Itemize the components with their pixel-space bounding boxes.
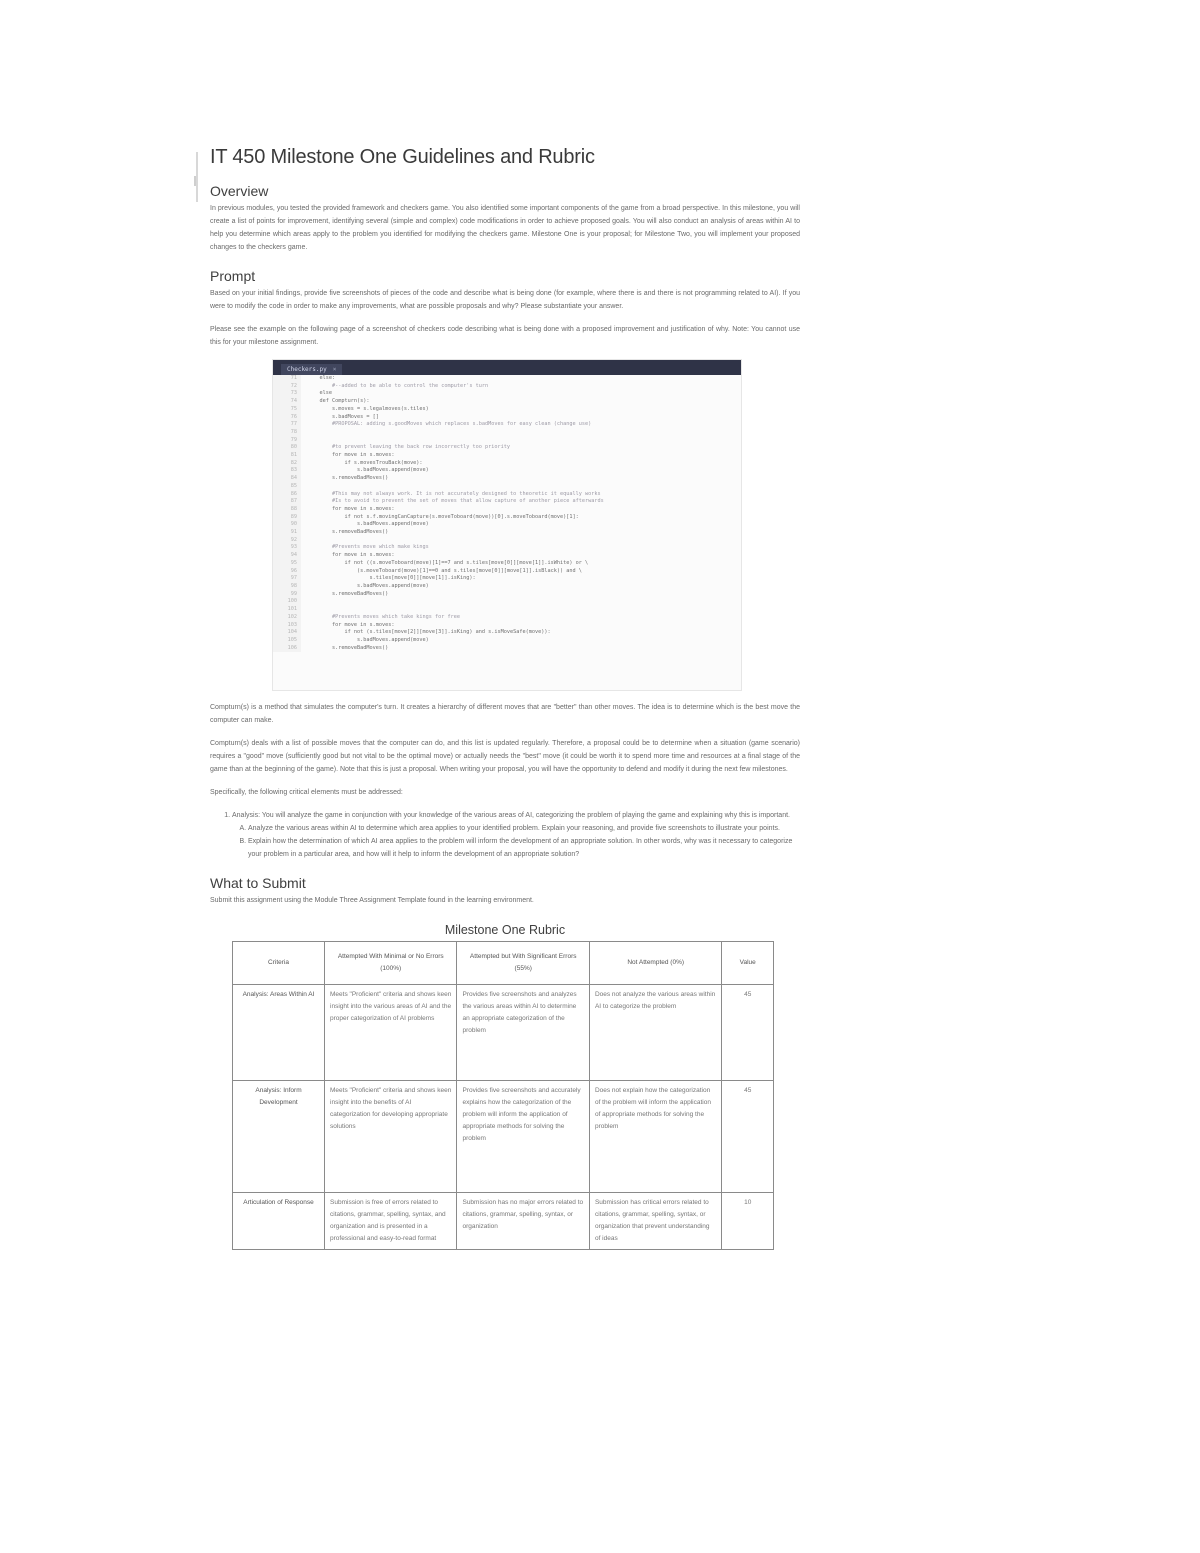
code-line: s.badMoves.append(move) xyxy=(307,521,429,528)
critical-element-analysis: Analysis: You will analyze the game in conjunction with your knowledge of the various areas of AI, categorizing the problem of playing the game and explaining why this is important. xyxy=(232,812,790,819)
close-icon: × xyxy=(332,366,337,373)
line-number: 86 xyxy=(290,490,297,497)
code-line xyxy=(307,429,741,437)
line-number: 87 xyxy=(290,498,297,505)
code-line: #Prevents move which make kings xyxy=(307,544,429,551)
line-number: 97 xyxy=(290,575,297,582)
line-number: 96 xyxy=(290,567,297,574)
prompt-example-note: Please see the example on the following page of a screenshot of checkers code describing what is being done with a proposed improvement and justification of why. Note: You cannot use this for your milestone assignment. xyxy=(210,326,800,346)
code-line: for move in s.moves: xyxy=(307,452,395,459)
rubric-no-credit: Does not explain how the categorization of the problem will inform the application of appropriate methods for solving the problem xyxy=(589,1081,721,1193)
code-line: if not (s.tiles[move[2]][move[3]].isKing) and s.isMoveSafe(move)): xyxy=(307,629,551,636)
line-number-gutter xyxy=(273,375,301,652)
code-line xyxy=(307,606,741,614)
critical-element-sub-b: B. Explain how the determination of which AI area applies to the problem will inform the development of an appropriate solution. In other words, why was it necessary to categorize your problem in a particular area, and how will it help to inform the development of an appropriate solution? xyxy=(248,835,800,861)
page-title: IT 450 Milestone One Guidelines and Rubric xyxy=(210,146,595,168)
code-line xyxy=(307,437,741,445)
rubric-header-value: Value xyxy=(722,942,774,985)
code-line: #This may not always work. It is not accurately designed to theoretic it equally works xyxy=(307,490,601,497)
rubric-full-credit: Meets "Proficient" criteria and shows keen insight into the various areas of AI and the proper categorization of AI problems xyxy=(325,985,457,1081)
explanation-text-1: Compturn(s) is a method that simulates the computer's turn. It creates a hierarchy of different moves that are "better" than other moves. The idea is to determine which is the best move the computer can make. xyxy=(210,704,800,724)
line-number: 103 xyxy=(287,621,297,628)
critical-elements-list xyxy=(210,809,800,861)
line-number: 90 xyxy=(290,521,297,528)
rubric-table xyxy=(232,941,774,1250)
rubric-no-credit: Does not analyze the various areas within AI to categorize the problem xyxy=(589,985,721,1081)
line-number: 71 xyxy=(290,375,297,381)
explanation-text-2: Compturn(s) deals with a list of possible moves that the computer can do, and this list is updated regularly. Therefore, a proposal could be to determine when a situation (game scenario) requires a "good" move (sufficiently good but not vital to be the optimal move) or actually needs the "best" move (it could be worth it to spend more time and resources at a final stage of the game than at the beginning of the game). Note that this is just a proposal. When writing your proposal, you will have the opportunity to defend and modify it during the next few milestones. xyxy=(210,740,800,773)
line-number: 104 xyxy=(287,629,297,636)
rubric-row xyxy=(233,1193,774,1250)
critical-elements-intro: Specifically, the following critical elements must be addressed: xyxy=(210,789,403,796)
line-number: 93 xyxy=(290,544,297,551)
code-line: if not s.f.movingCanCapture(s.moveToboard(move))[0].s.moveToboard(move)[1]: xyxy=(307,513,579,520)
line-number: 106 xyxy=(287,644,297,651)
line-number: 94 xyxy=(290,552,297,559)
line-number: 98 xyxy=(290,582,297,589)
rubric-container xyxy=(210,941,800,1266)
line-number: 81 xyxy=(290,452,297,459)
code-tab-bar xyxy=(273,360,741,375)
code-line: if s.movesTrouBack(move): xyxy=(307,459,423,466)
code-line xyxy=(307,483,741,491)
code-line: #Prevents moves which take kings for free xyxy=(307,613,461,620)
rubric-header-partial: Attempted but With Significant Errors (55%) xyxy=(457,942,589,985)
code-body xyxy=(273,375,741,652)
line-number: 82 xyxy=(290,459,297,466)
code-line: else xyxy=(307,390,332,397)
rubric-row xyxy=(233,1081,774,1193)
margin-tick xyxy=(194,176,202,186)
code-line: s.tiles[move[0]][move[1]].isKing): xyxy=(307,575,476,582)
code-line: s.moves = s.legalmoves(s.tiles) xyxy=(307,405,429,412)
line-number: 91 xyxy=(290,529,297,536)
rubric-value: 10 xyxy=(722,1193,774,1250)
critical-element-sub-a: A. Analyze the various areas within AI to determine which area applies to your identified problem. Explain your reasoning, and provide five screenshots to illustrate your points. xyxy=(248,822,800,835)
rubric-header-row xyxy=(233,942,774,985)
code-line: s.badMoves.append(move) xyxy=(307,467,429,474)
code-line: def Compturn(s): xyxy=(307,398,370,405)
code-line: s.badMoves = [] xyxy=(307,413,379,420)
line-number: 85 xyxy=(290,482,297,489)
line-number: 95 xyxy=(290,559,297,566)
submit-text: Submit this assignment using the Module Three Assignment Template found in the learning environment. xyxy=(210,897,534,904)
rubric-header-criteria: Criteria xyxy=(233,942,325,985)
code-line: for move in s.moves: xyxy=(307,505,395,512)
code-line: s.removeBadMoves() xyxy=(307,529,389,536)
line-number: 79 xyxy=(290,436,297,443)
code-line: s.removeBadMoves() xyxy=(307,644,389,651)
code-line: #Is to avoid to prevent the set of moves that allow capture of another piece afterwards xyxy=(307,498,604,505)
rubric-full-credit: Meets "Proficient" criteria and shows keen insight into the benefits of AI categorization for developing appropriate solutions xyxy=(325,1081,457,1193)
line-number: 78 xyxy=(290,428,297,435)
rubric-full-credit: Submission is free of errors related to citations, grammar, spelling, syntax, and organization and is presented in a professional and easy-to-read format xyxy=(325,1193,457,1250)
code-lines xyxy=(301,375,741,652)
line-number: 92 xyxy=(290,536,297,543)
rubric-header-none: Not Attempted (0%) xyxy=(589,942,721,985)
code-line: #to prevent leaving the back row incorrectly too priority xyxy=(307,444,511,451)
line-number: 83 xyxy=(290,467,297,474)
rubric-criteria: Articulation of Response xyxy=(233,1193,325,1250)
critical-element-item xyxy=(232,809,800,861)
line-number: 76 xyxy=(290,413,297,420)
rubric-criteria: Analysis: Inform Development xyxy=(233,1081,325,1193)
code-line: #--added to be able to control the computer's turn xyxy=(307,382,489,389)
rubric-value: 45 xyxy=(722,1081,774,1193)
code-line: (s.moveToboard(move)[1]==0 and s.tiles[move[0]][move[1]].isBlack)) and \ xyxy=(307,567,582,574)
line-number: 77 xyxy=(290,421,297,428)
rubric-row xyxy=(233,985,774,1081)
code-line: #PROPOSAL: adding s.goodMoves which replaces s.badMoves for easy clean (change use) xyxy=(307,421,592,428)
code-line xyxy=(307,537,741,545)
prompt-heading: Prompt xyxy=(210,268,256,284)
prompt-text: Based on your initial findings, provide five screenshots of pieces of the code and describe what is being done (for example, where there is and there is not programming related to AI). If you were to modify the code in order to make any improvements, what are possible proposals and why? Please substantiate your answer. xyxy=(210,290,800,310)
line-number: 101 xyxy=(287,606,297,613)
code-line: for move in s.moves: xyxy=(307,621,395,628)
submit-heading: What to Submit xyxy=(210,875,306,891)
rubric-partial-credit: Provides five screenshots and analyzes the various areas within AI to determine an appropriate categorization of the problem xyxy=(457,985,589,1081)
code-screenshot xyxy=(272,359,742,691)
rubric-partial-credit: Provides five screenshots and accurately explains how the categorization of the problem will inform the application of appropriate methods for solving the problem xyxy=(457,1081,589,1193)
code-line: s.removeBadMoves() xyxy=(307,475,389,482)
code-file-tab xyxy=(281,364,342,375)
critical-element-sublist xyxy=(232,822,800,861)
document-content xyxy=(210,140,800,1266)
code-line: if not ((s.moveToboard(move)[1]==7 and s.tiles[move[0]][move[1]].isWhite) or \ xyxy=(307,559,589,566)
code-line: s.removeBadMoves() xyxy=(307,590,389,597)
rubric-header-full: Attempted With Minimal or No Errors (100%) xyxy=(325,942,457,985)
line-number: 80 xyxy=(290,444,297,451)
code-line: for move in s.moves: xyxy=(307,552,395,559)
line-number: 73 xyxy=(290,390,297,397)
rubric-criteria: Analysis: Areas Within AI xyxy=(233,985,325,1081)
line-number: 72 xyxy=(290,382,297,389)
code-line xyxy=(307,598,741,606)
line-number: 102 xyxy=(287,613,297,620)
rubric-partial-credit: Submission has no major errors related to citations, grammar, spelling, syntax, or organization xyxy=(457,1193,589,1250)
overview-heading: Overview xyxy=(210,183,269,199)
code-line: s.badMoves.append(move) xyxy=(307,582,429,589)
line-number: 84 xyxy=(290,475,297,482)
rubric-title: Milestone One Rubric xyxy=(444,923,566,937)
line-number: 89 xyxy=(290,513,297,520)
line-number: 100 xyxy=(287,598,297,605)
line-number: 99 xyxy=(290,590,297,597)
code-line: s.badMoves.append(move) xyxy=(307,636,429,643)
code-line: else: xyxy=(307,375,336,381)
line-number: 88 xyxy=(290,505,297,512)
line-number: 75 xyxy=(290,405,297,412)
rubric-no-credit: Submission has critical errors related to citations, grammar, spelling, syntax, or organization that prevent understanding of ideas xyxy=(589,1193,721,1250)
line-number: 74 xyxy=(290,398,297,405)
line-number: 105 xyxy=(287,636,297,643)
overview-text: In previous modules, you tested the provided framework and checkers game. You also identified some important components of the game from a broad perspective. In this milestone, you will create a list of points for improvement, identifying several (simple and complex) code modifications in order to achieve proposed goals. You will also conduct an analysis of areas within AI to help you determine which areas apply to the problem you identified for modifying the checkers game. Milestone One is your proposal; for Milestone Two, you will implement your proposed changes to the checkers game. xyxy=(210,205,800,251)
code-file-tab-label: Checkers.py xyxy=(287,366,327,373)
rubric-value: 45 xyxy=(722,985,774,1081)
